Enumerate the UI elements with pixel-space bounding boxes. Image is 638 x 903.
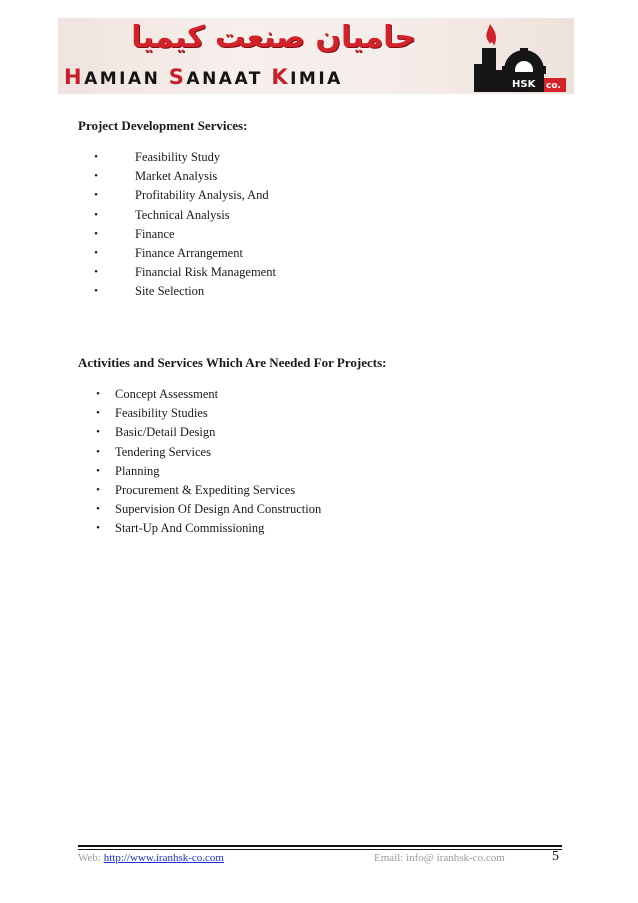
list-item: • Procurement & Expediting Services [94,481,321,500]
list-item: • Feasibility Studies [94,404,321,423]
bullet-icon: • [96,503,100,516]
section-title-activities-services: Activities and Services Which Are Needed For Projects: [78,355,387,370]
activities-services-list [94,385,321,539]
list-item: • Supervision Of Design And Construction [94,500,321,519]
bullet-icon: • [94,151,98,163]
brand-name-persian: حامیان صنعت کیمیا [131,20,416,55]
bullet-icon: • [94,285,98,298]
project-development-list [92,148,276,302]
list-item: • Start-Up And Commissioning [94,519,321,538]
bullet-icon: • [94,170,98,183]
list-item: • Financial Risk Management [92,263,276,282]
bullet-icon: • [96,388,100,400]
svg-text:co.: co. [546,81,561,91]
footer-email: Email: info@ iranhsk-co.com [374,852,505,864]
bullet-icon: • [96,483,100,496]
list-item: • Technical Analysis [92,206,276,225]
bullet-icon: • [96,445,100,458]
chimney-shape [482,48,496,92]
hsk-logo-icon [472,20,572,94]
footer-divider [78,845,562,847]
footer-divider [78,849,562,850]
list-item: • Tendering Services [94,443,321,462]
bullet-icon: • [94,189,98,202]
bullet-icon: • [96,426,100,439]
bullet-icon: • [94,227,98,240]
website-link[interactable]: http://www.iranhsk-co.com [103,852,224,864]
flame-icon [486,24,496,46]
list-item: • Site Selection [92,282,276,301]
bullet-icon: • [96,522,100,535]
footer-web-label: Web: [78,852,101,864]
list-item: • Planning [94,462,321,481]
page-number: 5 [552,849,559,864]
bullet-icon: • [94,246,98,259]
footer-web [78,852,224,864]
list-item: • Finance Arrangement [92,244,276,263]
list-item: • Profitability Analysis, And [92,186,276,205]
bullet-icon: • [94,266,98,279]
list-item: • Feasibility Study [92,148,276,167]
chimney-shape [474,64,484,92]
list-item: • Finance [92,225,276,244]
list-item: • Concept Assessment [94,385,321,404]
list-item: • Basic/Detail Design [94,423,321,442]
bullet-icon: • [96,464,100,477]
brand-name-english: HAMIAN SANAAT KIMIA [64,65,343,89]
list-item: • Market Analysis [92,167,276,186]
bullet-icon: • [94,208,98,221]
bullet-icon: • [96,407,100,420]
svg-text:HSK: HSK [512,79,536,90]
section-title-project-development: Project Development Services: [78,118,248,133]
